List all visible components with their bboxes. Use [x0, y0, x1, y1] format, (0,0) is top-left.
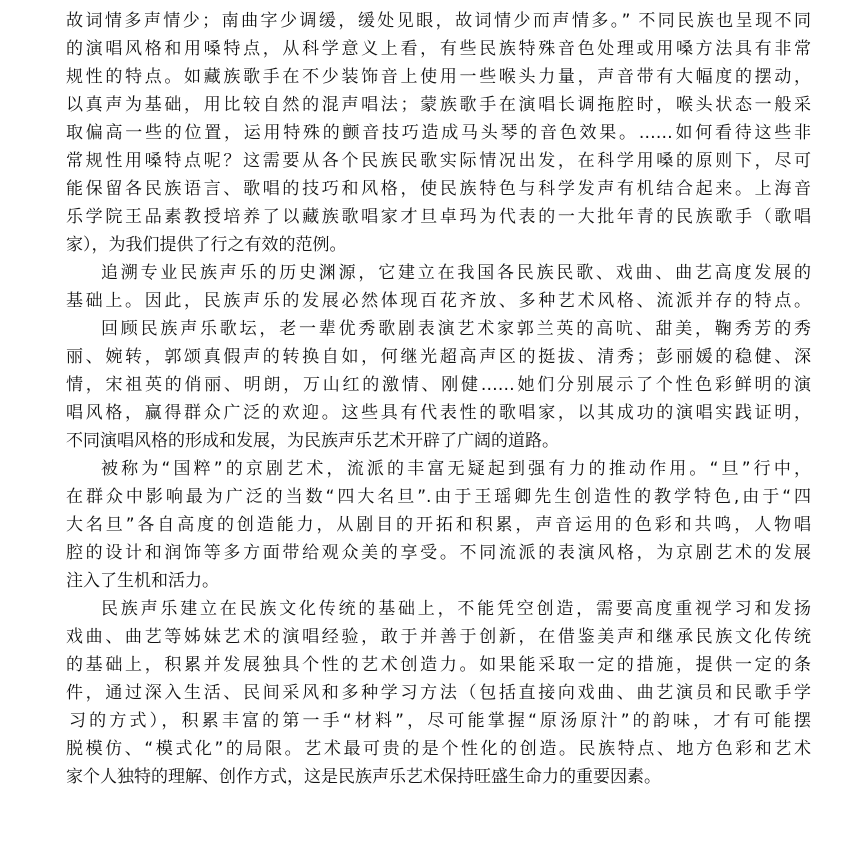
- text-line: 件，通过深入生活、民间采风和多种学习方法（包括直接向戏曲、曲艺演员和民歌手学: [66, 683, 811, 703]
- text-line: 情，宋祖英的俏丽、明朗，万山红的激情、刚健……她们分别展示了个性色彩鲜明的演: [66, 375, 811, 395]
- text-line: 丽、婉转，郭颂真假声的转换自如，何继光超高声区的挺拔、清秀；彭丽媛的稳健、深: [66, 347, 811, 367]
- text-line: 乐学院王品素教授培养了以藏族歌唱家才旦卓玛为代表的一大批年青的民族歌手（歌唱: [66, 207, 811, 227]
- text-line: 戏曲、曲艺等姊妹艺术的演唱经验，敢于并善于创新，在借鉴美声和继承民族文化传统: [66, 627, 811, 647]
- text-line: 大名旦”各自高度的创造能力，从剧目的开拓和积累，声音运用的色彩和共鸣，人物唱: [66, 515, 811, 535]
- text-line: 在群众中影响最为广泛的当数“四大名旦”.由于王瑶卿先生创造性的教学特色,由于“四: [66, 487, 811, 507]
- text-line: 家），为我们提供了行之有效的范例。: [66, 235, 347, 255]
- text-line: 常规性用嗓特点呢？这需要从各个民族民歌实际情况出发，在科学用嗓的原则下，尽可: [66, 151, 811, 171]
- text-line: 唱风格，赢得群众广泛的欢迎。这些具有代表性的歌唱家，以其成功的演唱实践证明，: [66, 403, 811, 423]
- paragraph-first-line: 被称为“国粹”的京剧艺术，流派的丰富无疑起到强有力的推动作用。“旦”行中，: [101, 459, 811, 479]
- text-line: 取偏高一些的位置，运用特殊的颤音技巧造成马头琴的音色效果。……如何看待这些非: [66, 123, 811, 143]
- text-line: 的基础上，积累并发展独具个性的艺术创造力。如果能采取一定的措施，提供一定的条: [66, 655, 811, 675]
- text-line: 规性的特点。如藏族歌手在不少装饰音上使用一些喉头力量，声音带有大幅度的摆动，: [66, 67, 811, 87]
- text-line: 家个人独特的理解、创作方式，这是民族声乐艺术保持旺盛生命力的重要因素。: [66, 767, 661, 787]
- text-line: 不同演唱风格的形成和发展，为民族声乐艺术开辟了广阔的道路。: [66, 431, 559, 451]
- text-line: 能保留各民族语言、歌唱的技巧和风格，使民族特色与科学发声有机结合起来。上海音: [66, 179, 811, 199]
- paragraph-first-line: 回顾民族声乐歌坛，老一辈优秀歌剧表演艺术家郭兰英的高吭、甜美，鞠秀芳的秀: [101, 319, 811, 339]
- paragraph-first-line: 民族声乐建立在民族文化传统的基础上，不能凭空创造，需要高度重视学习和发扬: [101, 599, 811, 619]
- text-line: 注入了生机和活力。: [66, 571, 219, 591]
- paragraph-first-line: 追溯专业民族声乐的历史渊源，它建立在我国各民族民歌、戏曲、曲艺高度发展的: [101, 263, 811, 283]
- text-line: 脱模仿、“模式化”的局限。艺术最可贵的是个性化的创造。民族特点、地方色彩和艺术: [66, 739, 811, 759]
- text-line: 基础上。因此，民族声乐的发展必然体现百花齐放、多种艺术风格、流派并存的特点。: [66, 291, 811, 311]
- text-line: 的演唱风格和用嗓特点，从科学意义上看，有些民族特殊音色处理或用嗓方法具有非常: [66, 39, 811, 59]
- text-line: 以真声为基础，用比较自然的混声唱法；蒙族歌手在演唱长调拖腔时，喉头状态一般采: [66, 95, 811, 115]
- text-line: 习的方式），积累丰富的第一手“材料”，尽可能掌握“原汤原汁”的韵味，才有可能摆: [69, 711, 811, 731]
- text-line: 故词情多声情少；南曲字少调缓，缓处见眼，故词情少而声情多。” 不同民族也呈现不同: [66, 11, 811, 31]
- text-line: 腔的设计和润饰等多方面带给观众美的享受。不同流派的表演风格，为京剧艺术的发展: [66, 543, 811, 563]
